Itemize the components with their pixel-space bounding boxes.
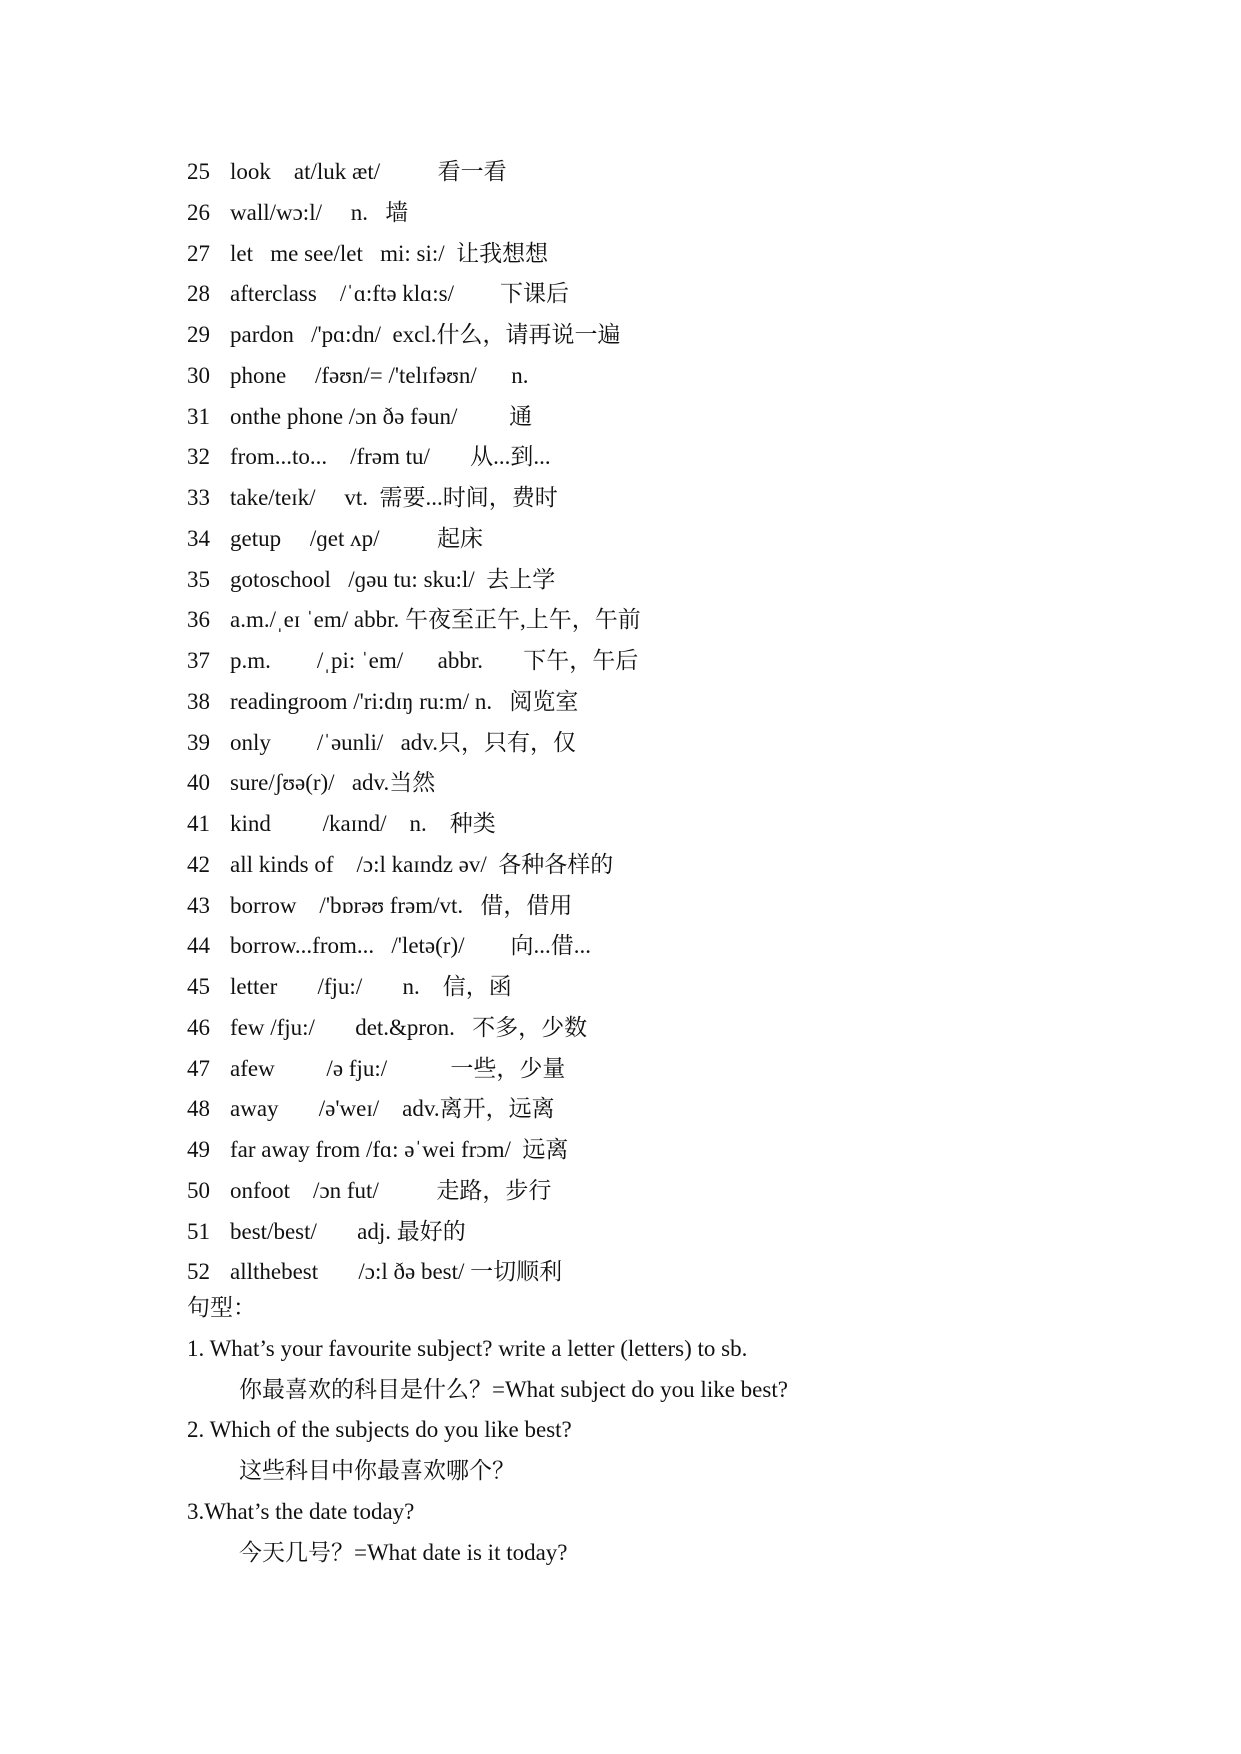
vocab-row <box>187 519 1087 560</box>
vocab-row <box>187 1212 1087 1253</box>
vocab-row <box>187 478 1087 519</box>
sentence-patterns-section <box>187 1288 1137 1573</box>
vocab-number: 44 <box>187 933 210 959</box>
vocab-number: 35 <box>187 566 210 592</box>
vocab-number: 43 <box>187 892 210 918</box>
section-title: 句型： <box>187 1295 256 1320</box>
vocab-entry: best/best/ adj. 最好的 <box>230 1218 466 1244</box>
vocab-number: 30 <box>187 362 210 388</box>
vocab-entry: away /ə'weɪ/ adv.离开，远离 <box>230 1096 555 1122</box>
vocab-entry: look at/luk æt/ 看一看 <box>230 159 507 184</box>
vocab-entry: only /ˈəunli/ adv.只，只有，仅 <box>230 729 577 755</box>
vocab-entry: borrow /'bɒrəʊ frəm/vt. 借，借用 <box>230 892 573 918</box>
vocab-row <box>187 1171 1087 1212</box>
vocab-entry: allthebest /ɔ:l ðə best/ 一切顺利 <box>230 1259 563 1285</box>
vocab-number: 42 <box>187 851 210 877</box>
vocab-number: 33 <box>187 485 210 510</box>
vocabulary-list <box>187 152 1087 1293</box>
vocab-number: 34 <box>187 525 210 551</box>
vocab-row <box>187 274 1087 315</box>
vocab-row <box>187 763 1087 804</box>
pattern-2-english: 2. Which of the subjects do you like best? <box>187 1417 572 1443</box>
vocab-row <box>187 804 1087 845</box>
vocab-row <box>187 315 1087 356</box>
vocab-entry: sure/ʃʊə(r)/ adv.当然 <box>230 770 436 796</box>
vocab-number: 31 <box>187 403 210 429</box>
vocab-entry: letter /fju:/ n. 信，函 <box>230 974 512 999</box>
vocab-number: 47 <box>187 1055 210 1081</box>
vocab-row <box>187 437 1087 478</box>
vocab-entry: kind /kaɪnd/ n. 种类 <box>230 811 496 836</box>
vocab-row <box>187 1049 1087 1090</box>
vocab-number: 25 <box>187 159 210 184</box>
vocab-entry: afew /ə fju:/ 一些，少量 <box>230 1055 566 1081</box>
vocab-entry: getup /ɡet ʌp/ 起床 <box>230 525 483 551</box>
vocab-number: 37 <box>187 648 210 673</box>
vocab-row <box>187 886 1087 927</box>
vocab-row <box>187 234 1087 275</box>
vocab-row <box>187 967 1087 1008</box>
vocab-number: 26 <box>187 199 210 225</box>
vocab-row <box>187 1252 1087 1293</box>
vocab-entry: take/teɪk/ vt. 需要...时间，费时 <box>230 485 558 510</box>
pattern-3-chinese: 今天几号？=What date is it today? <box>239 1539 568 1565</box>
vocab-number: 40 <box>187 770 210 796</box>
vocab-row <box>187 193 1087 234</box>
vocab-number: 46 <box>187 1014 210 1040</box>
vocab-row <box>187 723 1087 764</box>
vocab-entry: a.m./ˌeɪ ˈem/ abbr. 午夜至正午,上午，午前 <box>230 607 641 633</box>
vocab-row <box>187 397 1087 438</box>
vocab-entry: wall/wɔ:l/ n. 墙 <box>230 199 409 225</box>
vocab-row <box>187 1089 1087 1130</box>
vocab-row <box>187 682 1087 723</box>
vocab-number: 39 <box>187 729 210 755</box>
vocab-number: 48 <box>187 1096 210 1122</box>
vocab-entry: afterclass /ˈɑ:ftə klɑ:s/ 下课后 <box>230 281 569 307</box>
vocab-number: 50 <box>187 1177 210 1203</box>
vocab-row <box>187 1008 1087 1049</box>
vocab-row <box>187 845 1087 886</box>
vocab-row <box>187 926 1087 967</box>
vocab-entry: far away from /fɑ: əˈwei frɔm/ 远离 <box>230 1137 569 1162</box>
vocab-entry: onthe phone /ɔn ðə fəun/ 通 <box>230 403 533 429</box>
vocab-entry: onfoot /ɔn fut/ 走路，步行 <box>230 1177 552 1203</box>
vocab-entry: let me see/let mi: si:/ 让我想想 <box>230 240 549 266</box>
vocab-entry: phone /fəʊn/= /'telɪfəʊn/ n. <box>230 362 529 388</box>
vocab-number: 28 <box>187 281 210 307</box>
vocab-entry: borrow...from... /'letə(r)/ 向...借... <box>230 933 591 959</box>
vocab-row <box>187 560 1087 601</box>
vocab-number: 51 <box>187 1218 210 1244</box>
vocab-entry: p.m. /ˌpi: ˈem/ abbr. 下午，午后 <box>230 648 639 673</box>
vocab-entry: gotoschool /ɡəu tu: sku:l/ 去上学 <box>230 566 556 592</box>
vocab-row <box>187 356 1087 397</box>
vocab-number: 41 <box>187 811 210 836</box>
vocab-number: 45 <box>187 974 210 999</box>
vocab-number: 36 <box>187 607 210 633</box>
pattern-1-chinese: 你最喜欢的科目是什么？=What subject do you like best? <box>239 1376 788 1402</box>
pattern-2-chinese: 这些科目中你最喜欢哪个？ <box>239 1458 515 1483</box>
vocab-entry: from...to... /frəm tu/ 从...到... <box>230 444 551 470</box>
vocab-entry: pardon /'pɑ:dn/ excl.什么，请再说一遍 <box>230 322 621 347</box>
vocab-row <box>187 641 1087 682</box>
vocab-entry: all kinds of /ɔ:l kaɪndz əv/ 各种各样的 <box>230 851 614 877</box>
pattern-3-english: 3.What’s the date today? <box>187 1498 415 1524</box>
vocab-row <box>187 600 1087 641</box>
vocab-row <box>187 1130 1087 1171</box>
vocab-number: 38 <box>187 688 210 714</box>
vocab-number: 49 <box>187 1137 210 1162</box>
vocab-number: 29 <box>187 322 210 347</box>
vocab-number: 32 <box>187 444 210 470</box>
vocab-entry: readingroom /'ri:dɪŋ ru:m/ n. 阅览室 <box>230 688 579 714</box>
vocab-number: 52 <box>187 1259 210 1285</box>
vocab-row <box>187 152 1087 193</box>
vocab-number: 27 <box>187 240 210 266</box>
vocab-entry: few /fju:/ det.&pron. 不多，少数 <box>230 1014 588 1040</box>
pattern-1-english: 1. What’s your favourite subject? write a letter (letters) to sb. <box>187 1335 748 1361</box>
